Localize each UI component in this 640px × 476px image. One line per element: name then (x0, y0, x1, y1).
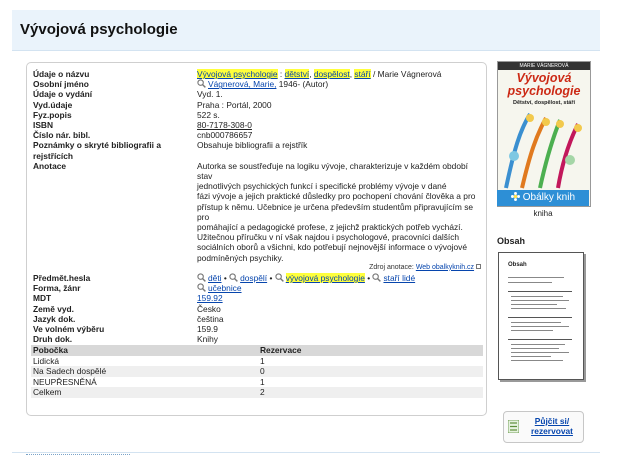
subject-link-3[interactable]: vývojová psychologie (285, 273, 365, 284)
row-title (31, 69, 483, 79)
contents-heading: Obsah (497, 236, 526, 246)
value-notes: Obsahuje bibliografii a rejstřík (197, 140, 308, 151)
branch-table-header (31, 345, 483, 356)
magnifier-icon[interactable] (197, 273, 206, 282)
subject-sep: • (267, 273, 275, 284)
value-udc (195, 293, 483, 303)
annotation-source-link[interactable]: Web obalkyknih.cz (415, 263, 475, 271)
list-icon (508, 420, 519, 433)
row-publication (31, 100, 483, 110)
title-sep-2: , (309, 69, 314, 79)
magnifier-icon[interactable] (229, 273, 238, 282)
author-link[interactable]: Vágnerová, Marie, (208, 79, 277, 90)
table-of-contents-thumbnail[interactable] (498, 252, 584, 380)
udc-link[interactable]: 159.92 (197, 293, 223, 304)
obalky-knih-label: Obálky knih (522, 192, 576, 203)
cover-caption: kniha (533, 209, 553, 218)
label-notes: Poznámky o skryté bibliografii a rejstřících (33, 140, 161, 161)
title-sep-3: , (349, 69, 355, 79)
annotation-line: jednotlivých psychických funkcí i specifické problémy vývoje v dané (197, 181, 447, 192)
table-row (31, 387, 483, 398)
row-country (31, 304, 483, 314)
title-bar (12, 10, 600, 51)
row-annotation (31, 161, 483, 273)
table-row (31, 366, 483, 377)
title-term-link-2[interactable]: dětství (284, 69, 310, 79)
value-language: čeština (197, 313, 224, 324)
label-edition: Údaje o vydání (33, 89, 93, 100)
row-udc (31, 293, 483, 303)
cover-subtitle: Dětství, dospělost, stáří (512, 100, 576, 106)
value-cnb: cnb000786657 (197, 130, 253, 141)
book-cover-image[interactable] (497, 61, 591, 207)
row-isbn (31, 120, 483, 130)
branch-name: Na Sadech dospělé (31, 366, 258, 377)
label-open-shelf: Ve volném výběru (33, 324, 105, 335)
subject-link-1[interactable]: děti (208, 273, 222, 284)
table-row (31, 377, 483, 388)
row-cnb (31, 130, 483, 140)
title-sep-1: : (277, 69, 285, 79)
row-language (31, 314, 483, 324)
branch-name: Celkem (31, 387, 258, 398)
row-physical (31, 110, 483, 120)
branch-reservations: 1 (260, 376, 265, 387)
subject-sep: • (364, 273, 373, 284)
branch-name: Lidická (33, 355, 60, 366)
annotation-line: Autorka se soustřeďuje na logiku vývoje, charakterizuje v každém období stav (197, 160, 468, 182)
value-publication: Praha : Portál, 2000 (197, 99, 272, 110)
title-term-link-4[interactable]: stáří (354, 69, 371, 79)
annotation-line: sociálních oborů a všichni, kdo potřebují nejnovější informace o vývojové (197, 242, 468, 253)
label-country: Země vyd. (33, 303, 74, 314)
author-rest: 1946- (Autor) (276, 79, 329, 90)
value-author (195, 79, 483, 89)
label-genre: Forma, žánr (33, 283, 81, 294)
annotation-source-label: Zdroj anotace: (369, 263, 414, 271)
title-term-link-3[interactable]: dospělost (313, 69, 350, 79)
annotation-line: podmíněných psychiky. (197, 252, 284, 263)
record-detail-panel (26, 62, 487, 416)
page-title: Vývojová psychologie (20, 21, 178, 38)
magnifier-icon[interactable] (275, 273, 284, 282)
label-title: Údaje o názvu (33, 69, 90, 79)
label-isbn: ISBN (33, 120, 54, 131)
external-link-icon (476, 264, 481, 269)
isbn-link[interactable]: 80-7178-308-0 (197, 120, 252, 131)
label-physical: Fyz.popis (33, 109, 72, 120)
annotation-source (197, 263, 481, 273)
borrow-reserve-button[interactable] (503, 411, 584, 443)
value-open-shelf: 159.9 (197, 324, 218, 335)
label-author: Osobní jméno (33, 79, 89, 90)
cover-illustration (500, 110, 588, 190)
title-rest: / Marie Vágnerová (370, 69, 442, 79)
branch-reservations: 1 (260, 355, 265, 366)
cover-title: Vývojová psychologie (507, 71, 581, 98)
bottom-dotted-divider (26, 451, 130, 455)
row-edition (31, 89, 483, 99)
value-genre (195, 283, 483, 293)
column-header-reservations: Rezervace (258, 345, 483, 356)
annotation-line: fázi vývoje a jejich praktické důsledky pro pochopení chování člověka a pro (197, 191, 476, 202)
row-subjects (31, 273, 483, 283)
record-table (31, 69, 483, 344)
magnifier-icon[interactable] (372, 273, 381, 282)
branch-reservations: 2 (258, 387, 483, 398)
magnifier-icon[interactable] (197, 283, 206, 292)
annotation-line: Užitečnou příručku v ní však najdou i psychologové, pracovníci dalších (197, 232, 460, 243)
label-annotation: Anotace (33, 160, 67, 171)
row-open-shelf (31, 324, 483, 334)
annotation-line: pomáhající a pedagogické profese, z jejichž praktických potřeb vychází. (197, 222, 463, 233)
row-genre (31, 283, 483, 293)
label-language: Jazyk dok. (33, 313, 76, 324)
label-subjects: Předmět.hesla (33, 273, 91, 284)
branch-name: NEUPŘESNĚNÁ (33, 376, 97, 387)
subject-link-4[interactable]: staří lidé (383, 273, 416, 284)
title-term-link-1[interactable]: Vývojová psychologie (197, 69, 278, 79)
value-edition: Vyd. 1. (197, 89, 223, 100)
cover-author: MARIE VÁGNEROVÁ (498, 62, 590, 70)
branch-table (31, 345, 483, 398)
value-annotation (195, 161, 483, 273)
column-header-branch: Pobočka (31, 345, 258, 356)
flower-icon (511, 192, 520, 201)
value-title (195, 69, 483, 79)
annotation-line: přístup k němu. Učebnice je určena především studentům připravujícím se pro (197, 201, 474, 222)
row-author (31, 79, 483, 89)
magnifier-icon[interactable] (197, 79, 206, 88)
genre-link[interactable]: učebnice (208, 283, 242, 294)
label-doc-type: Druh dok. (33, 334, 73, 345)
value-isbn (195, 120, 483, 130)
toc-title: Obsah (508, 262, 527, 268)
value-subjects (195, 273, 483, 283)
row-notes (31, 140, 483, 160)
value-doc-type: Knihy (197, 334, 218, 345)
label-cnb: Číslo nár. bibl. (33, 130, 91, 141)
subject-link-2[interactable]: dospělí (240, 273, 268, 284)
row-doc-type (31, 334, 483, 344)
borrow-reserve-label: Půjčit si/ rezervovat (531, 416, 573, 436)
label-udc: MDT (33, 293, 52, 304)
branch-reservations: 0 (258, 366, 483, 377)
table-row (31, 356, 483, 367)
value-physical: 522 s. (197, 109, 220, 120)
obalky-knih-button[interactable] (497, 190, 589, 206)
subject-sep: • (221, 273, 230, 284)
label-publication: Vyd.údaje (33, 99, 73, 110)
value-country: Česko (197, 303, 221, 314)
